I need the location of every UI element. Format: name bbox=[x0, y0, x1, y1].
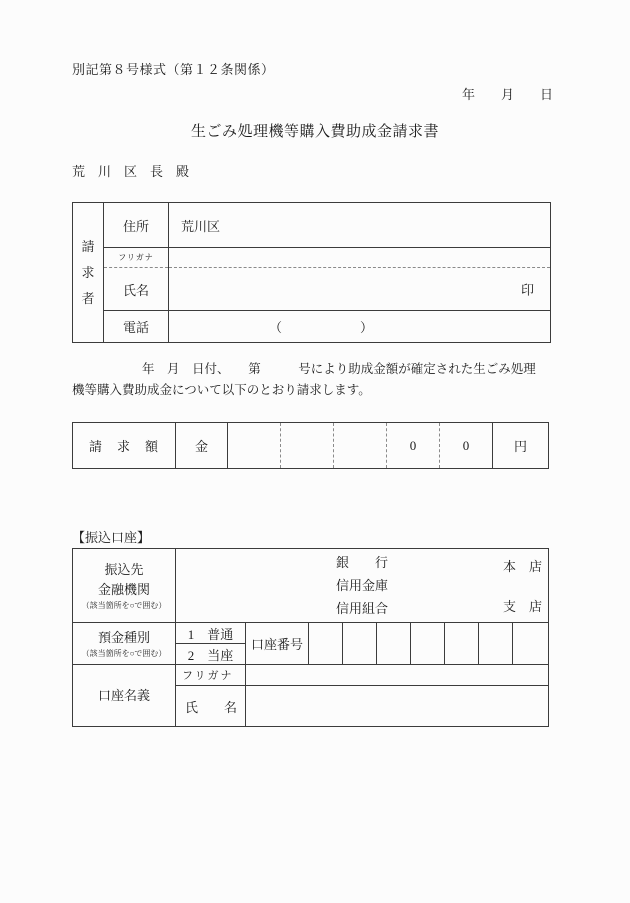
statement-line-2: 機等購入費助成金について以下のとおり請求します。 bbox=[72, 383, 371, 397]
account-number-cell[interactable] bbox=[513, 623, 549, 665]
deposit-type-label: 預金種別 （該当箇所を○で囲む） bbox=[73, 623, 176, 665]
account-holder-label: 口座名義 bbox=[73, 665, 176, 727]
form-number: 別記第８号様式（第１２条関係） bbox=[72, 62, 275, 77]
statement-line-1: 年 月 日付、 第 号により助成金額が確定された生ごみ処理 bbox=[142, 362, 536, 376]
address-input[interactable]: 荒川区 bbox=[169, 203, 551, 248]
claim-digit-cell[interactable]: 0 bbox=[387, 423, 440, 469]
claim-digit-cell[interactable]: 0 bbox=[440, 423, 493, 469]
requester-table bbox=[72, 202, 551, 343]
currency-prefix: 金 bbox=[176, 423, 228, 469]
option-head-office[interactable]: 本 店 bbox=[502, 559, 542, 574]
address-label: 住所 bbox=[104, 203, 169, 248]
option-shinkin[interactable]: 信用金庫 bbox=[335, 578, 388, 593]
phone-label: 電話 bbox=[104, 311, 169, 343]
option-ordinary-deposit[interactable]: 1 普通 bbox=[176, 623, 246, 644]
phone-input[interactable]: （ ） bbox=[169, 311, 551, 343]
claim-digit-cell[interactable] bbox=[281, 423, 334, 469]
transfer-account-table bbox=[72, 548, 549, 727]
account-number-cell[interactable] bbox=[377, 623, 411, 665]
seal-mark: 印 bbox=[520, 282, 534, 298]
account-number-cell[interactable] bbox=[411, 623, 445, 665]
payee-bank-label: 振込先 金融機関 （該当箇所を○で囲む） bbox=[73, 549, 176, 623]
page-title: 生ごみ処理機等購入費助成金請求書 bbox=[190, 124, 439, 140]
option-current-deposit[interactable]: 2 当座 bbox=[176, 644, 246, 665]
holder-name-label: 氏 名 bbox=[176, 686, 246, 727]
furigana-label: フリガナ bbox=[104, 248, 169, 268]
name-label: 氏名 bbox=[104, 268, 169, 311]
claim-digit-cell[interactable] bbox=[228, 423, 281, 469]
addressee: 荒 川 区 長 殿 bbox=[72, 164, 190, 179]
transfer-account-heading: 【振込口座】 bbox=[72, 530, 151, 545]
holder-furigana-label: フリガナ bbox=[176, 665, 246, 686]
account-number-cell[interactable] bbox=[343, 623, 377, 665]
option-branch[interactable]: 支 店 bbox=[502, 599, 542, 614]
holder-furigana-input[interactable] bbox=[246, 665, 549, 686]
requester-group-label: 請 求 者 bbox=[73, 203, 104, 343]
claim-amount-label: 請 求 額 bbox=[73, 423, 176, 469]
account-number-cell[interactable] bbox=[445, 623, 479, 665]
account-number-cell[interactable] bbox=[309, 623, 343, 665]
holder-name-input[interactable] bbox=[246, 686, 549, 727]
statement-paragraph bbox=[72, 359, 550, 401]
furigana-input[interactable] bbox=[169, 248, 551, 268]
currency-unit: 円 bbox=[493, 423, 549, 469]
option-kumiai[interactable]: 信用組合 bbox=[335, 601, 388, 616]
date-field[interactable]: 年 月 日 bbox=[461, 87, 553, 102]
account-number-cell[interactable] bbox=[479, 623, 513, 665]
account-number-label: 口座番号 bbox=[246, 623, 309, 665]
name-input[interactable] bbox=[169, 268, 551, 311]
claim-amount-table bbox=[72, 422, 549, 469]
option-bank[interactable]: 銀 行 bbox=[335, 555, 388, 570]
bank-type-options[interactable] bbox=[176, 549, 549, 623]
claim-digit-cell[interactable] bbox=[334, 423, 387, 469]
